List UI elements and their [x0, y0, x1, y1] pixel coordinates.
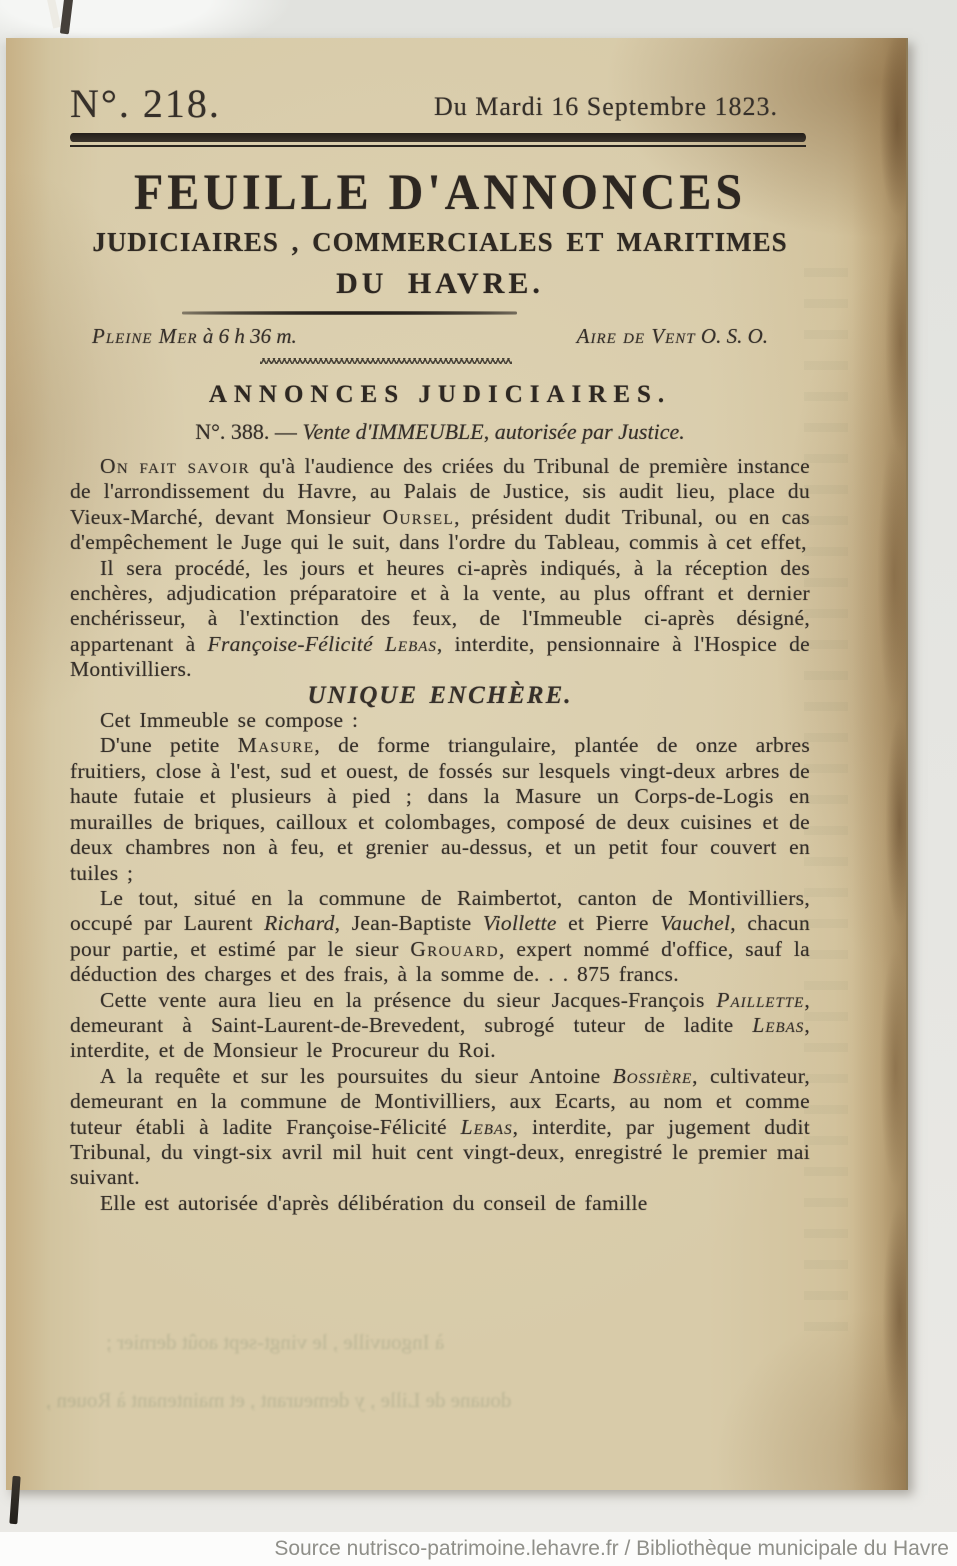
body-paragraph: D'une petite Masure, de forme triangulaire, plantée de onze arbres fruitiers, close à l'est, sud et ouest, de fossés sur lesquels vingt-deux arbres de haute futaie et plusieurs à pied ; dans la Masure un Corps-de-Logis en murailles de briques, cailloux et colombages, composé de deux cuisines et de deux chambres non à feu, et grenier au-dessus, et un petit four couvert en tuiles ;	[70, 733, 810, 885]
binding-thread-light	[47, 0, 61, 29]
newspaper-page	[6, 38, 908, 1490]
masthead-top-row	[70, 80, 810, 127]
body-paragraph: On fait savoir qu'à l'audience des criées du Tribunal de première instance de l'arrondissement du Havre, au Palais de Justice, sis audit lieu, place du Vieux-Marché, devant Monsieur Oursel, président dudit Tribunal, ou en cas d'empêchement le Juge qui le suit, dans l'ordre du Tableau, commis à cet effet,	[70, 454, 810, 555]
body-paragraph: A la requête et sur les poursuites du sieur Antoine Bossière, cultivateur, demeurant en la commune de Montivilliers, aux Ecarts, au nom et comme tuteur établi à ladite Françoise-Félicité Lebas, interdite, par jugement dudit Tribunal, du vingt-six avril mil huit cent vingt-deux, enregistré le premier mai suivant.	[70, 1063, 810, 1190]
rule-thin-line	[70, 145, 806, 147]
notice-title: N°. 388. — Vente d'IMMEUBLE, autorisée par Justice.	[195, 419, 685, 444]
body-paragraph: Elle est autorisée d'après délibération du conseil de famille	[100, 1190, 648, 1215]
rule-thick-bar	[70, 133, 806, 142]
section-heading: ANNONCES JUDICIAIRES.	[208, 381, 672, 408]
printed-content	[70, 38, 810, 1216]
issue-date: Du Mardi 16 Septembre 1823.	[433, 92, 778, 121]
body-paragraph: Cette vente aura lieu en la présence du sieur Jacques-François Paillette, demeurant à Saint-Laurent-de-Brevedent, subrogé tuteur de ladite Lebas, interdite, et de Monsieur le Procureur du Roi.	[70, 987, 810, 1063]
tide-wind-info-row	[70, 324, 810, 349]
body-paragraph: Le tout, situé en la commune de Raimbertot, canton de Montivilliers, occupé par Laurent Richard, Jean-Baptiste Viollette et Pierre Vauchel, chacun pour partie, et estimé par le sieur Grouard, expert nommé d'office, sauf la déduction des charges et des frais, à la somme de. . . 875 francs.	[70, 885, 811, 987]
verso-bleedthrough-line: à Ingouville , le vingt-sept août dernier ;	[106, 1330, 445, 1354]
body-paragraph: Il sera procédé, les jours et heures ci-après indiqués, à la réception des enchères, adjudication préparatoire et à la vente, au plus offrant et dernier enchérisseur, à l'extinction des feux, de l'Immeuble ci-après désigné, appartenant à Françoise-Félicité Lebas, interdite, pensionnaire à l'Hospice de Montivilliers.	[70, 555, 810, 682]
verso-bleedthrough-line: douane de Lille , y demeurant , et maintenant à Rouen ,	[46, 1388, 512, 1412]
source-credit-text: Source nutrisco-patrimoine.lehavre.fr / Bibliothèque municipale du Havre	[274, 1537, 949, 1560]
notice-body	[70, 454, 810, 1216]
tide-info: Pleine Mer à 6 h 36 m.	[92, 324, 297, 348]
verso-bleedthrough-column	[804, 268, 848, 1348]
body-paragraph: Cet Immeuble se compose :	[100, 708, 359, 733]
double-rule-divider	[70, 133, 806, 147]
source-credit-bar	[0, 1532, 957, 1566]
wind-info: Aire de Vent O. S. O.	[576, 324, 768, 348]
binding-thread-dark	[60, 0, 73, 34]
masthead-title: FEUILLE D'ANNONCES	[133, 164, 747, 221]
masthead-place: DU HAVRE.	[336, 267, 544, 300]
squiggle-ornament	[260, 358, 512, 364]
subhead-unique-enchere: UNIQUE ENCHÈRE.	[307, 681, 573, 709]
tapered-rule-divider	[182, 311, 517, 315]
issue-number: N°. 218.	[70, 81, 221, 126]
page-worn-right-edge	[852, 38, 906, 1490]
binding-thread-top	[50, 0, 80, 40]
masthead-subtitle: JUDICIAIRES , COMMERCIALES ET MARITIMES	[92, 227, 788, 257]
